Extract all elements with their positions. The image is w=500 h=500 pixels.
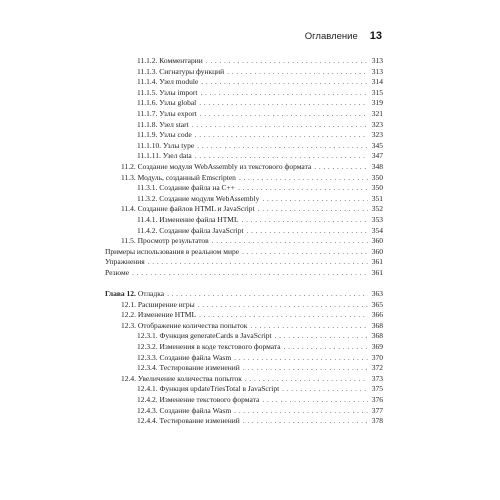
toc-entry[interactable] [105, 310, 383, 321]
toc-entry-title: 12.4.3. Создание файла Wasm [137, 405, 232, 415]
toc-entry-page: 373 [371, 373, 383, 383]
toc-entry[interactable] [105, 215, 383, 226]
toc-entry[interactable] [105, 321, 383, 332]
dot-leader [195, 151, 368, 162]
toc-entry[interactable] [105, 257, 383, 268]
toc-entry-title: 11.5. Просмотр результатов [121, 236, 209, 246]
toc-entry-title: 11.3.1. Создание файла на C++ [137, 183, 236, 193]
toc-entry[interactable] [105, 77, 383, 88]
dot-leader [132, 268, 368, 279]
toc-entry[interactable] [105, 120, 383, 131]
dot-leader [201, 77, 368, 88]
dot-leader [242, 247, 368, 258]
toc-entry-title: 11.1.2. Комментарии [137, 56, 203, 65]
toc-entry-page: 365 [371, 299, 383, 309]
toc-entry-page: 361 [371, 257, 383, 267]
toc-entry[interactable] [105, 247, 383, 258]
page-number: 13 [369, 30, 382, 42]
toc-entry-page: 360 [371, 236, 383, 246]
toc-entry[interactable] [105, 363, 383, 374]
toc-entry-page: 345 [371, 140, 383, 150]
dot-leader [199, 98, 368, 109]
table-of-contents [105, 56, 383, 427]
toc-entry-title: Упражнения [105, 257, 145, 267]
toc-entry-title: Примеры использования в реальном мире [105, 246, 240, 256]
toc-entry-page: 313 [371, 56, 383, 65]
toc-entry-title: 12.4.2. Изменение текстового формата [137, 395, 260, 404]
toc-entry-page: 313 [371, 66, 383, 76]
toc-entry-title [105, 289, 164, 300]
toc-entry-title: 11.1.4. Узел module [137, 77, 199, 87]
toc-entry-title: 11.3.2. Создание модуля WebAssembly [137, 193, 260, 203]
toc-entry[interactable] [105, 331, 383, 342]
toc-entry[interactable] [105, 151, 383, 162]
toc-entry-page: 351 [371, 193, 383, 203]
toc-entry-title: Резюме [105, 267, 130, 277]
dot-leader [243, 416, 368, 427]
toc-entry-page: 378 [371, 416, 383, 426]
toc-entry[interactable] [105, 384, 383, 395]
toc-entry[interactable] [105, 88, 383, 99]
toc-entry-page: 375 [371, 384, 383, 394]
dot-leader [247, 226, 368, 237]
toc-entry[interactable] [105, 173, 383, 184]
dot-leader [197, 141, 368, 152]
dot-leader [198, 300, 368, 311]
toc-entry[interactable] [105, 67, 383, 78]
toc-entry-title: 11.1.10. Узлы type [137, 140, 195, 150]
toc-entry-page: 368 [371, 331, 383, 341]
toc-entry-page: 323 [371, 130, 383, 140]
toc-entry[interactable] [105, 342, 383, 353]
toc-entry-title: 11.1.6. Узлы global [137, 98, 197, 108]
running-header [305, 30, 382, 42]
dot-leader [167, 289, 368, 300]
toc-entry[interactable] [105, 98, 383, 109]
toc-entry-page: 319 [371, 98, 383, 108]
toc-entry[interactable] [105, 406, 383, 417]
toc-entry-title: 12.3.1. Функция generateCards в JavaScript [137, 331, 272, 341]
toc-entry[interactable] [105, 416, 383, 427]
toc-entry[interactable] [105, 162, 383, 173]
dot-leader [250, 321, 368, 332]
dot-leader [234, 353, 368, 364]
toc-entry[interactable] [105, 289, 383, 300]
dot-leader [201, 88, 369, 99]
dot-leader [258, 204, 368, 215]
chapter-prefix: Глава 12. [105, 289, 136, 299]
dot-leader [242, 215, 368, 226]
toc-entry-title: 12.3. Отображение количества попыток [121, 320, 248, 330]
dot-leader [227, 67, 368, 78]
toc-entry[interactable] [105, 183, 383, 194]
toc-entry-page: 368 [371, 320, 383, 330]
toc-entry[interactable] [105, 56, 383, 67]
toc-entry-page: 323 [371, 119, 383, 129]
toc-entry-page: 377 [371, 405, 383, 415]
dot-leader [284, 342, 368, 353]
toc-entry[interactable] [105, 268, 383, 279]
toc-entry-page: 321 [371, 108, 383, 118]
dot-leader [212, 236, 368, 247]
toc-entry-title: 11.1.8. Узел start [137, 119, 189, 129]
dot-leader [314, 162, 368, 173]
toc-entry-title: 12.3.3. Создание файла Wasm [137, 352, 232, 362]
dot-leader [195, 130, 368, 141]
toc-entry-page: 370 [371, 352, 383, 362]
toc-entry[interactable] [105, 353, 383, 364]
dot-leader [243, 363, 368, 374]
toc-entry-page: 354 [371, 225, 383, 235]
toc-entry-page: 348 [371, 161, 383, 171]
toc-spacer [105, 278, 383, 289]
toc-entry-page: 376 [371, 395, 383, 404]
toc-entry-page: 366 [371, 310, 383, 320]
dot-leader [262, 395, 368, 406]
toc-entry-title: 11.1.5. Узлы import [137, 87, 198, 97]
toc-entry-title: 11.1.11. Узел data [137, 151, 192, 161]
toc-entry-page: 352 [371, 204, 383, 214]
toc-entry-title: 11.1.3. Сигнатуры функций [137, 66, 225, 76]
toc-entry-title: 11.3. Модуль, созданный Emscripten [121, 172, 236, 182]
dot-leader [239, 173, 368, 184]
toc-entry[interactable] [105, 300, 383, 311]
toc-entry[interactable] [105, 130, 383, 141]
toc-entry[interactable] [105, 236, 383, 247]
toc-entry-title: 12.3.4. Тестирование изменений [137, 363, 240, 373]
dot-leader [282, 384, 368, 395]
toc-entry-title: 11.1.9. Узлы code [137, 130, 192, 140]
dot-leader [148, 257, 368, 268]
toc-entry-page: 369 [371, 342, 383, 352]
toc-entry-page: 361 [371, 267, 383, 277]
dot-leader [199, 310, 368, 321]
toc-entry-page: 360 [371, 246, 383, 256]
toc-entry-title: 12.3.2. Изменения в коде текстового формата [137, 342, 281, 352]
toc-entry-title: 12.1. Расширение игры [121, 299, 195, 309]
toc-entry[interactable] [105, 204, 383, 215]
toc-entry-title: 12.4.1. Функция updateTriesTotal в JavaScript [137, 384, 280, 394]
dot-leader [238, 183, 368, 194]
toc-entry-page: 353 [371, 214, 383, 224]
toc-entry-page: 363 [371, 289, 383, 299]
toc-entry-title: 12.4. Увеличение количества попыток [121, 373, 242, 383]
dot-leader [200, 109, 368, 120]
toc-entry-title: 12.4.4. Тестирование изменений [137, 416, 240, 426]
dot-leader [206, 56, 368, 67]
toc-entry-page: 350 [371, 183, 383, 193]
chapter-title: Отладка [135, 289, 165, 299]
header-title: Оглавление [304, 31, 358, 42]
toc-entry-page: 347 [371, 151, 383, 161]
toc-entry[interactable] [105, 109, 383, 120]
dot-leader [275, 331, 368, 342]
toc-entry-title: 11.1.7. Узлы export [137, 108, 197, 118]
toc-entry[interactable] [105, 194, 383, 205]
toc-entry[interactable] [105, 226, 383, 237]
toc-entry-title: 12.2. Изменение HTML [121, 310, 197, 320]
toc-entry-page: 315 [371, 87, 383, 97]
toc-entry[interactable] [105, 374, 383, 385]
toc-entry-title: 11.4.2. Создание файла JavaScript [137, 225, 244, 235]
toc-entry[interactable] [105, 395, 383, 406]
toc-entry-page: 314 [371, 77, 383, 87]
toc-entry[interactable] [105, 141, 383, 152]
dot-leader [262, 194, 368, 205]
dot-leader [234, 406, 368, 417]
toc-entry-page: 350 [371, 172, 383, 182]
dot-leader [245, 374, 368, 385]
toc-entry-title: 11.2. Создание модуля WebAssembly из текстового формата [121, 161, 312, 171]
toc-entry-title: 11.4.1. Изменение файла HTML [137, 214, 239, 224]
toc-entry-page: 372 [371, 363, 383, 373]
toc-entry-title: 11.4. Создание файлов HTML и JavaScript [121, 204, 255, 214]
dot-leader [192, 120, 368, 131]
